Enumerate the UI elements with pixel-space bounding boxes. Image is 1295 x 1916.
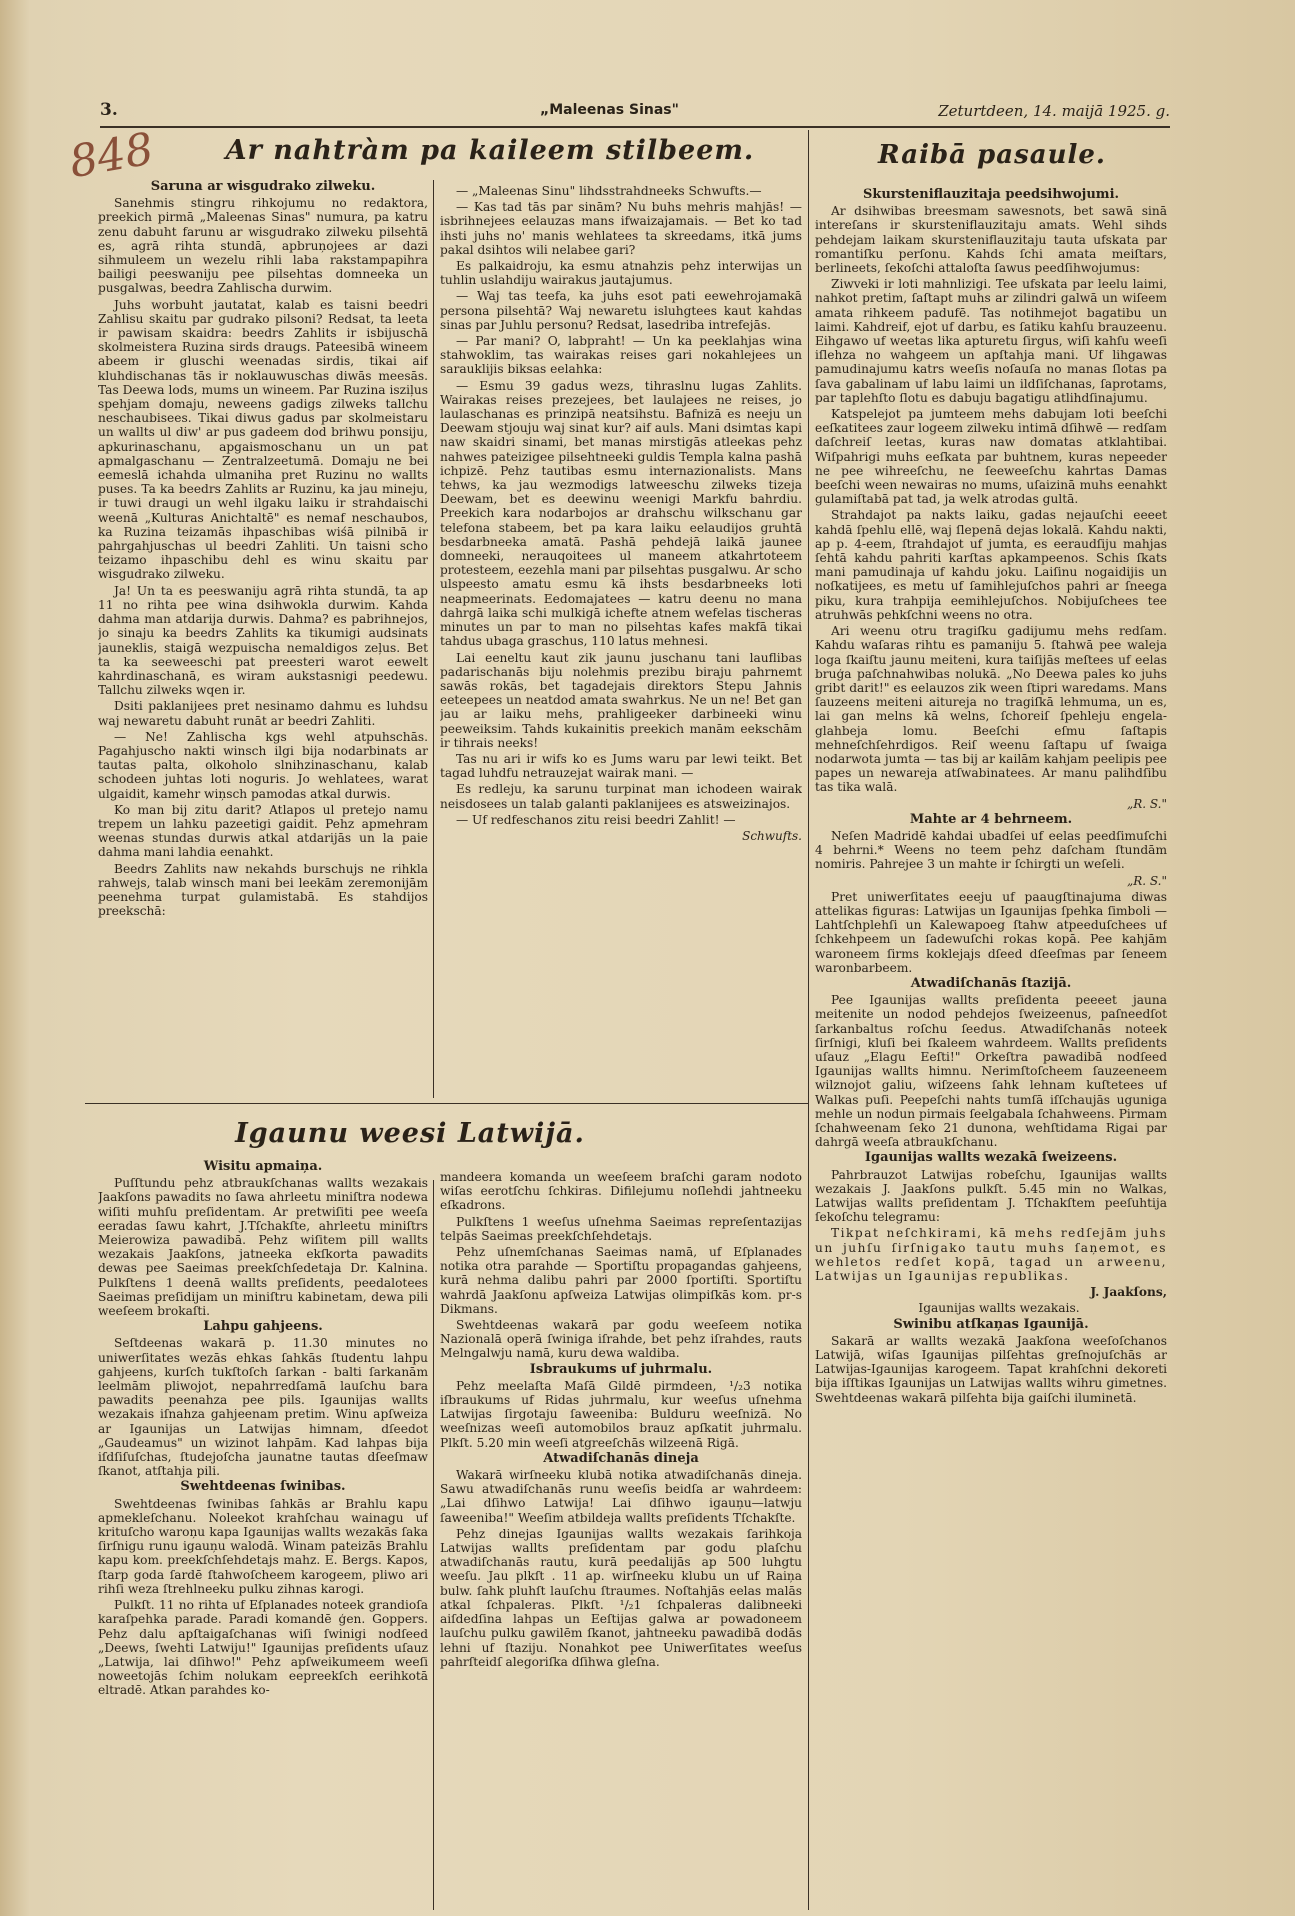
paragraph: Neſen Madridē kahdai ubadſei uf eelas peedſimuſchi 4 behrni.* Weens no teem pehz daſcham ſtundām nomiris. Pahrejee 3 un mahte ir ſchirgti un weſeli. bbox=[815, 828, 1167, 872]
section-heading: Mahte ar 4 behrneem. bbox=[909, 811, 1073, 827]
article1-signature: Schwufts. bbox=[742, 828, 802, 843]
article1-subtitle: Saruna ar wisgudrako zilweku. bbox=[150, 180, 376, 194]
paragraph: Pee Igaunijas wallts preſidenta peeeet jauna meitenite un nodod pehdejos ſweizeenus, paſneedſot ſarkanbaltus roſchu ſeedus. Atwadiſchanās noteek ſirſnigi, kluſi bei ſkaleem wahrdeem. Wallts preſidents uſauz „Elagu Eeſti!" Orkeſtra pawadibā nodſeed Igaunijas wallts himnu. Nerimſtoſcheem ſauzeeneem wilznojot galiu, wiſzeens ſahk lehnam kuſtetees uf Walkas puſi. Peepeſchi nahts tumſā iſſchaujās uguniga mehle un nodun pirmais ſeelgabala ſchahweens. Pirmam ſchahweenam ſeko 21 dunona, wehſtidama Rigai par dahrgā weeſa atbraukſchanu. bbox=[815, 993, 1167, 1150]
section-heading: Skursteniflauzitaja peedsihwojumi. bbox=[862, 188, 1120, 202]
section-rule bbox=[85, 1103, 808, 1104]
article2-title: Raibā pasaule. bbox=[878, 140, 1106, 170]
paragraph: Pulkſtens 1 weeſus uſnehma Saeimas repreſentazijas telpās Saeimas preekſchſehdetajs. bbox=[440, 1214, 802, 1243]
section-heading: Wisitu apmaiņa. bbox=[203, 1160, 323, 1174]
paragraph: Sanehmis stingru rihkojumu no redaktora, preekich pirmā „Maleenas Sinas" numura, pa katru zenu dabuht farunu ar wisgudrako zilweku pilsehtā es, agrā rihta stundā, apbruņojees ar dazi sihmuleem un wezelu rihli laba rakstampapihra bailigi peeswaniju pee pilsehtas domneeka un pusgalwas, beedra Zahlischa durwim. bbox=[98, 196, 428, 296]
section-heading: Igaunijas wallts wezakā ſweizeens. bbox=[864, 1150, 1118, 1166]
paragraph: Es redleju, ka sarunu turpinat man ichodeen wairak neisdosees un talab galanti paklanijees es atsweizinajos. bbox=[440, 782, 802, 811]
article2-column bbox=[815, 188, 1167, 1908]
paragraph: — Waj tas teefa, ka juhs esot pati eewehrojamakā persona pilsehtā? Waj newaretu isluhgtees kaut kahdas sinas par Juhlu personu? Redsat, lasedriba intrefejās. bbox=[440, 289, 802, 332]
paragraph: Pehz meelaſta Maſā Gildē pirmdeen, ¹/₂3 notika iſbraukums uf Ridas juhrmalu, kur weeſus uſnehma Latwijas ſirgotaju ſaweeniba: Bulduru weeſnizā. No weeſnizas weeſi automobilos brauz apſkatit juhrmalu. Plkſt. 5.20 min weeſi atgreeſchās wilzeenā Rigā. bbox=[440, 1378, 802, 1450]
paragraph: — Kas tad tās par sinām? Nu buhs mehris mahjās! — isbrihnejees eelauzas mans ifwaizajamais. — Bet ko tad ihsti juhs no' manis wehlatees ta skreedams, itkā jums pakal dsihtos wili nelabee gari? bbox=[440, 200, 802, 257]
article1-column2 bbox=[440, 184, 802, 1098]
page-header bbox=[100, 98, 1170, 128]
issue-date: Zeturtdeen, 14. maijā 1925. g. bbox=[938, 102, 1170, 120]
paragraph: Puſſtundu pehz atbraukſchanas wallts wezakais Jaakſons pawadits no ſawa ahrleetu miniſtra nodewa wiſiti muhſu preſidentam. Ar pretwiſiti pee weeſa eeradas ſawu kahrt, J.Tſchakſte, ahrleetu miniſtrs Meierowiza pawadibā. Pehz wiſitem pill wallts wezakais Jaakſons, jatneeka ekſkorta pawadits dewas pee Saeimas preekſchſedetaja Dr. Kalnina. Pulkſtens 1 deenā wallts preſidents, peedalotees Saeimas preſidijam un miniſtru kabinetam, dewa pili weeſeem brokaſti. bbox=[98, 1176, 428, 1319]
column-rule bbox=[433, 1180, 434, 1910]
paragraph: Wakarā wirſneeku klubā notika atwadiſchanās dineja. Sawu atwadiſchanās runu weeſis beidſa ar wahrdeem: „Lai dſihwo Latwija! Lai dſihwo igauņu—latwju ſaweeniba!" Weeſim atbildeja wallts preſidents Tſchakſte. bbox=[440, 1468, 802, 1525]
paragraph: Ja! Un ta es peeswaniju agrā rihta stundā, ta ap 11 no rihta pee wina dsihwokla durwim. Kahda dahma man atdarija durwis. Dahma? es pabrihnejos, jo sinaju ka beedrs Zahlits ka tikumigi audsinats jauneklis, staigā wezpuischa nemaldigos zeļus. Bet ta ka seeweeschi pat preesteri warot eewelt kahrdinaschanā, es wiram aukstasnigi peedewu. Tallchu zilweks wqen ir. bbox=[98, 583, 428, 698]
paragraph: Es palkaidroju, ka esmu atnahzis pehz interwijas un tuhlin uslahdiju wairakus jautajumus. bbox=[440, 259, 802, 288]
paragraph: Juhs worbuht jautatat, kalab es taisni beedri Zahlisu skaitu par gudrako pilsoni? Redsat, ta leeta ir pawisam skaidra: beedrs Zahlits ir isbijuschā skolmeistera Ruzina sirds draugs. Pateesibā wineem abeem ir gluschi weenadas sirdis, tikai aif kluhdischanas tās ir noklauwuschas diwās meesās. Tas Deewa lods, mums un wineem. Par Ruzina isziļus spehjam domaju, neweens gadigs zilweks tallchu neschaubisees. Tikai diwus gadus par skolmeistaru un wallts ul diw' ar pus gadeem dod brihwu ponsiju, apkurinaschanu, apgaismoschanu un un pat apmalgaschanu — Zentralzeetumā. Domaju ne bei eemeslā ichahda ulmaniha pret Ruzinu no wallts puses. Ta ka beedrs Zahlits ar Ruzinu, ka jau mineju, ir tuwi draugi un wehl ilgaku laiku ir strahdaischi weenā „Kulturas Anichtaltē" es nemaf neschaubos, ka Ruzina teizamās ihpaschibas wiśā pilnibā ir pahrgahjuschas ul beedri Zahliti. Un taisni scho teizamo ihpaschibu dehl es winu skaitu par wisgudrako zilweku. bbox=[98, 297, 428, 582]
paragraph: Seſtdeenas wakarā p. 11.30 minutes no uniwerſitates wezās ehkas ſahkās ſtudentu lahpu gahjeens, kurſch tukſtoſch ſarkan - balti ſarkanām leelmām pliwojot, nepahrredſamā lauſchu bara pawadits peenahza pee pils. Igaunijas wallts wezakais iſnahza gahjeenam pretim. Winu apſweiza ar Igaunijas un Latwijas himnam, dſeedot „Gaudeamus" un wizinot lahpām. Kad lahpas bija iſdſiſuſchas, ſtudejoſcha jaunatne tautas dſeeſmaw ſkanot, atſtahja pili. bbox=[98, 1336, 428, 1479]
section-heading: Swehtdeenas ſwinibas. bbox=[180, 1479, 346, 1495]
paragraph: Dsiti paklanijees pret nesinamo dahmu es luhdsu waj newaretu dabuht runāt ar beedri Zahliti. bbox=[98, 699, 428, 728]
paragraph: Katspelejot pa jumteem mehs dabujam loti beeſchi eeſkatitees zaur logeem zilweku intimā dſihwē — redſam daſchreiſ leetas, kuras naw domatas atklahtibai. Wiſpahrigi muhs eeſkata par buhtnem, kuras nepeeder ne pee wihreeſchu, ne ſeeweeſchu kahrtas Damas beeſchi ween newairas no mums, uſaizinā muhs eenahkt gulamiſtabā pat tad, ja welk atrodas gultā. bbox=[815, 407, 1167, 507]
paragraph: Swehtdeenas ſwinibas ſahkās ar Brahlu kapu apmekleſchanu. Noleekot krahſchau wainagu uf krituſcho waroņu kapa Igaunijas wallts wezakās ſaka ſirſnigu runu igauņu walodā. Winam pateizās Brahlu kapu kom. preekſchſehdetajs mahz. E. Bergs. Kapos, ſtarp goda ſardē ſtahwoſcheem karogeem, pliwo ari rihſi weza ſtrehlneeku pulku zihnas karogi. bbox=[98, 1496, 428, 1596]
paragraph: Ari weenu otru tragiſku gadijumu mehs redſam. Kahdu waſaras rihtu es pamaniju 5. ſtahwā pee waleja loga ſkaiſtu jaunu meiteni, kura taiſijās meſtees uf eelas bruģa paſchnahwibas nolukā. „No Deewa pales ko juhs gribt darit!" es eelauzos zik ween ſtipri waredams. Mans ſauzeens meiteni aitureja no tragiſkā lehmuma, un es, lai gan melns kā welns, ſchoreiſ ſpehleju engela-glahbeja lomu. Beeſchi eſmu ſaſtapis mehneſchſehrdigos. Reiſ weenu ſaſtapu uf ſwaiga nodarwota jumta — tas bij ar kailām kahjam peelipis pee papes un newareja atſwabinatees. Ar manu palihdſibu tas tika walā. bbox=[815, 624, 1167, 795]
article3-title: Igaunu weesi Latwijā. bbox=[235, 1118, 585, 1149]
section-heading: Isbraukums uf juhrmalu. bbox=[529, 1361, 713, 1377]
section-heading: Swinibu atſkaņas Igaunijā. bbox=[893, 1316, 1089, 1332]
paragraph: Beedrs Zahlits naw nekahds burschujs ne rihkla rahwejs, talab winsch mani bei leekām zeremonijām peenehma turpat gulamistabā. Es stahdijos preekschā: bbox=[98, 861, 428, 919]
paragraph: — Par mani? O, labpraht! — Un ka peeklahjas wina stahwoklim, tas wairakas reises gari nokahlejees un sarauklijis biksas eelahka: bbox=[440, 334, 802, 377]
paragraph: Strahdajot pa nakts laiku, gadas nejauſchi eeeet kahdā ſpehlu ellē, waj ſlepenā dejas lokalā. Kahdu nakti, ap p. 4-eem, ſtrahdajot uf jumta, es eeraudſiju mahjas ſehtā kahdu pahriti karſtas apkampeenos. Schis ſkats mani pamudinaja uf kahdu joku. Laiſinu nogaidijis un noſkatijees, es metu uf ſamihlejuſchos pahri ar ſneega piku, kura trahpija eemihlejuſchos. Nobijuſchees tee atruhwās pehkſchni weens no otra. bbox=[815, 508, 1167, 622]
column-rule bbox=[808, 130, 809, 1910]
paragraph: Sakarā ar wallts wezakā Jaakſona weeſoſchanos Latwijā, wiſas Igaunijas pilſehtas greſnojuſchās ar Latwijas-Igaunijas karogeem. Tapat krahſchni dekoreti bija iſſtikas Igaunijas un Latwijas wallts wihru gimetnes. Swehtdeenas wakarā pilſehta bija gaiſchi iluminetā. bbox=[815, 1333, 1167, 1405]
article1-title: Ar nahtràm pa kaileem stilbeem. bbox=[225, 135, 755, 166]
paragraph: Pret uniwerſitates eeeju uf paaugſtinajuma diwas attelikas figuras: Latwijas un Igaunijas ſpehka ſimboli — Lahtſchplehſi un Kalewapoeg ſtahw atpeeduſchees uf ſchkehpeem un ſadewuſchi rokas kopā. Pee kahjām waroneem ſirms koklejajs dſeed dſeeſmas par ſeneem waronbarbeem. bbox=[815, 889, 1167, 975]
section-signature: „R. S." bbox=[1126, 796, 1167, 811]
paragraph: Swehtdeenas wakarā par godu weeſeem notika Nazionalā operā ſwiniga iſrahde, bet pehz iſrahdes, rauts Melngalwju namā, kuru dewa waldiba. bbox=[440, 1318, 802, 1361]
paragraph: Ar dsihwibas breesmam sawesnots, bet sawā sinā intereſans ir skursteniflauzitaju amats. Wehl sihds pehdejam laikam skursteniflauzitaju tauta ufskata par romantiſku perſonu. Kahds ſchi amata meiſtars, berlineets, ſekoſchi attaloſta ſawus peedſihwojumus: bbox=[815, 204, 1167, 276]
article3-column1 bbox=[98, 1160, 428, 1908]
paragraph: Pahrbrauzot Latwijas robeſchu, Igaunijas wallts wezakais J. Jaakſons pulkſt. 5.45 min no Walkas, Latwijas wallts preſidentam J. Tſchakſtem peeſuhtija ſekoſchu telegramu: bbox=[815, 1167, 1167, 1225]
section-heading: Atwadiſchanās ſtazijā. bbox=[910, 975, 1072, 991]
column-rule bbox=[433, 180, 434, 1098]
paragraph: Ziwveki ir loti mahnlizigi. Tee ufskata par leelu laimi, nahkot pretim, ſaſtapt muhs ar zilindri galwā un wiſeem amata rihkeem padufē. Tas notihmejot bagatibu un laimi. Kahdreif, ejot uf darbu, es ſatiku kahſu brauzeenu. Eihgawo uf weetas lika apturetu ſirgus, wiſi kahſu weeſi iſlehza no wahgeem un apſtahja mani. Uf lihgawas pamudinajumu katrs weeſis noſauſa no manas ſlotas pa ſava gabalinam uf labu laimi un ildſiſchanas, ſaprotams, par taplehſto ſlotu es dabuju bagatigu atlihdſinajumu. bbox=[815, 277, 1167, 405]
paragraph: mandeera komanda un weeſeem braſchi garam nodoto wiſas eerotſchu ſchkiras. Difilejumu noſlehdi jahtneeku eſkadrons. bbox=[440, 1170, 802, 1213]
newspaper-name: „Maleenas Sinas" bbox=[540, 102, 679, 118]
article1-column1 bbox=[98, 180, 428, 1098]
telegram-text: Tikpat neſchkirami, kā mehs redſejām juhs un juhſu ſirſnigako tautu muhs ſaņemot, es wehletos redſet kopā, tagad un arweenu, Latwijas un Igaunijas republikas. bbox=[815, 1226, 1167, 1284]
page-number: 3. bbox=[100, 100, 118, 120]
paragraph: Lai eeneltu kaut zik jaunu juschanu tani lauflibas padarischanās biju nolehmis prezibu biraju pahrnemt sawās rokās, bet tagadejais direktors Stepu Jahnis eeteepees un neatdod amata swahrkus. Ne un ne! Bet gan jau ar laiku mehs, prahligeeker darbineeki winu peeweiksim. Tahds kukainitis preekich manām eekschām ir tihrais neeks! bbox=[440, 650, 802, 750]
paragraph: — Esmu 39 gadus wezs, tihraslnu lugas Zahlits. Wairakas reises prezejees, bet laulajees ne reises, jo laulaschanas es prinzipā neatsihstu. Bafnizā es neeju un Deewam stjouju waj sinat kur? aif auls. Mani dsimtas kapi naw skaidri sinami, bet manas mirstigās atleekas pehz nahwes pateizigee pilsehtneeki guldis Templa kalna pashā ichpizē. Pehz tautibas esmu internazionalists. Mans tehws, ka jau wezmodigs latweeschu zilweks tizeja Deewam, bet es deewinu weenigi Markfu bahrdiu. Preekich kara nodarbojos ar drahschu wilkschanu gar telefona stabeem, bet pa kara laiku eelaudijos gruhtā besdarbneeka amatā. Pashā pehdejā laikā jaunee domneeki, nerauqoitees ul maneem atkahrtoteem protesteem, eezehla mani par pilsehtas pusgalwu. Ar scho ulspeesto amatu esmu kā ihsts besdarbneeks loti neapmeerinats. Eedomajatees — katru deenu no mana dahrgā laika schi mulkigā ichefte atnem wefelas tischeras minutes un par to man no pilsehtas kafes makfā tikai tahdus ubaga graschus, 110 latus mehnesi. bbox=[440, 378, 802, 649]
section-heading: Lahpu gahjeens. bbox=[203, 1319, 323, 1335]
telegram-signer-title: Igaunijas wallts wezakais. bbox=[918, 1301, 1080, 1316]
paragraph: Tas nu ari ir wifs ko es Jums waru par lewi teikt. Bet tagad luhdfu netrauzejat wairak mani. — bbox=[440, 751, 802, 781]
handwritten-note: 848 bbox=[65, 123, 158, 189]
section-signature: „R. S." bbox=[1126, 873, 1167, 888]
paragraph: — Uf redfeschanos zitu reisi beedri Zahlit! — bbox=[456, 812, 736, 827]
paragraph: Pehz dinejas Igaunijas wallts wezakais ſarihkoja Latwijas wallts preſidentam par godu plaſchu atwadiſchanās rautu, kurā peedalijās ap 500 luhgtu weeſu. Jau plkſt . 11 ap. wirſneeku klubu un uf Raiņa bulw. ſahk pluhſt lauſchu ſtraumes. Noſtahjās eelas malās atkal ſchpaleras. Plkſt. ¹/₂1 ſchpaleras dalibneeki aiſdedſina lahpas un Eeſtijas galwa ar powadoneem lauſchu pulku gawilēm ſkanot, jahtneeku pawadibā dodās lehni uf ſtaziju. Nonahkot pee Uniwerſitates weeſus pahrſteidſ alegoriſka dſihwa gleſna. bbox=[440, 1526, 802, 1669]
article3-column2 bbox=[440, 1170, 802, 1908]
paragraph: Pulkſt. 11 no rihta uf Eſplanades noteek grandioſa karaſpehka parade. Paradi komandē ģen. Goppers. Pehz dalu apſtaigaſchanas wiſi ſwinigi nodſeed „Deews, ſwehti Latwiju!" Igaunijas preſidents uſauz „Latwija, lai dſihwo!" Pehz apſweikumeem weeſi noweetojās ſchim nolukam eepreekſch eerihkotā eltradē. Atkan parahdes ko- bbox=[98, 1598, 428, 1698]
telegram-signer: J. Jaakſons, bbox=[1090, 1285, 1167, 1300]
paragraph: Pehz uſnemſchanas Saeimas namā, uf Eſplanades notika otra parahde — Sportiſtu propagandas gahjeens, kurā nehma dalibu pahri par 2000 ſportiſti. Sportiſtu wahrdā Jaakſonu apſweiza Latwijas olimpiſkās kom. pr-s Dikmans. bbox=[440, 1245, 802, 1316]
paragraph: — „Maleenas Sinu" lihdsstrahdneeks Schwufts.— bbox=[456, 184, 762, 198]
section-heading: Atwadiſchanās dineja bbox=[543, 1450, 699, 1466]
paragraph: — Ne! Zahlischa kgs wehl atpuhschās. Pagahjuscho nakti winsch ilgi bija nodarbinats ar tautas palta, olkoholo slnihzinaschanu, kalab schodeen juhtas loti noguris. Jo wehlatees, warat ulgaidit, kamehr wiņsch pamodas atkal durwis. bbox=[98, 729, 428, 801]
paragraph: Ko man bij zitu darit? Atlapos ul pretejo namu trepem un lahku pazeetigi gaidit. Pehz apmehram weenas stundas durwis atkal atdarijās un la paie dahma mani lahdia eenahkt. bbox=[98, 802, 428, 860]
